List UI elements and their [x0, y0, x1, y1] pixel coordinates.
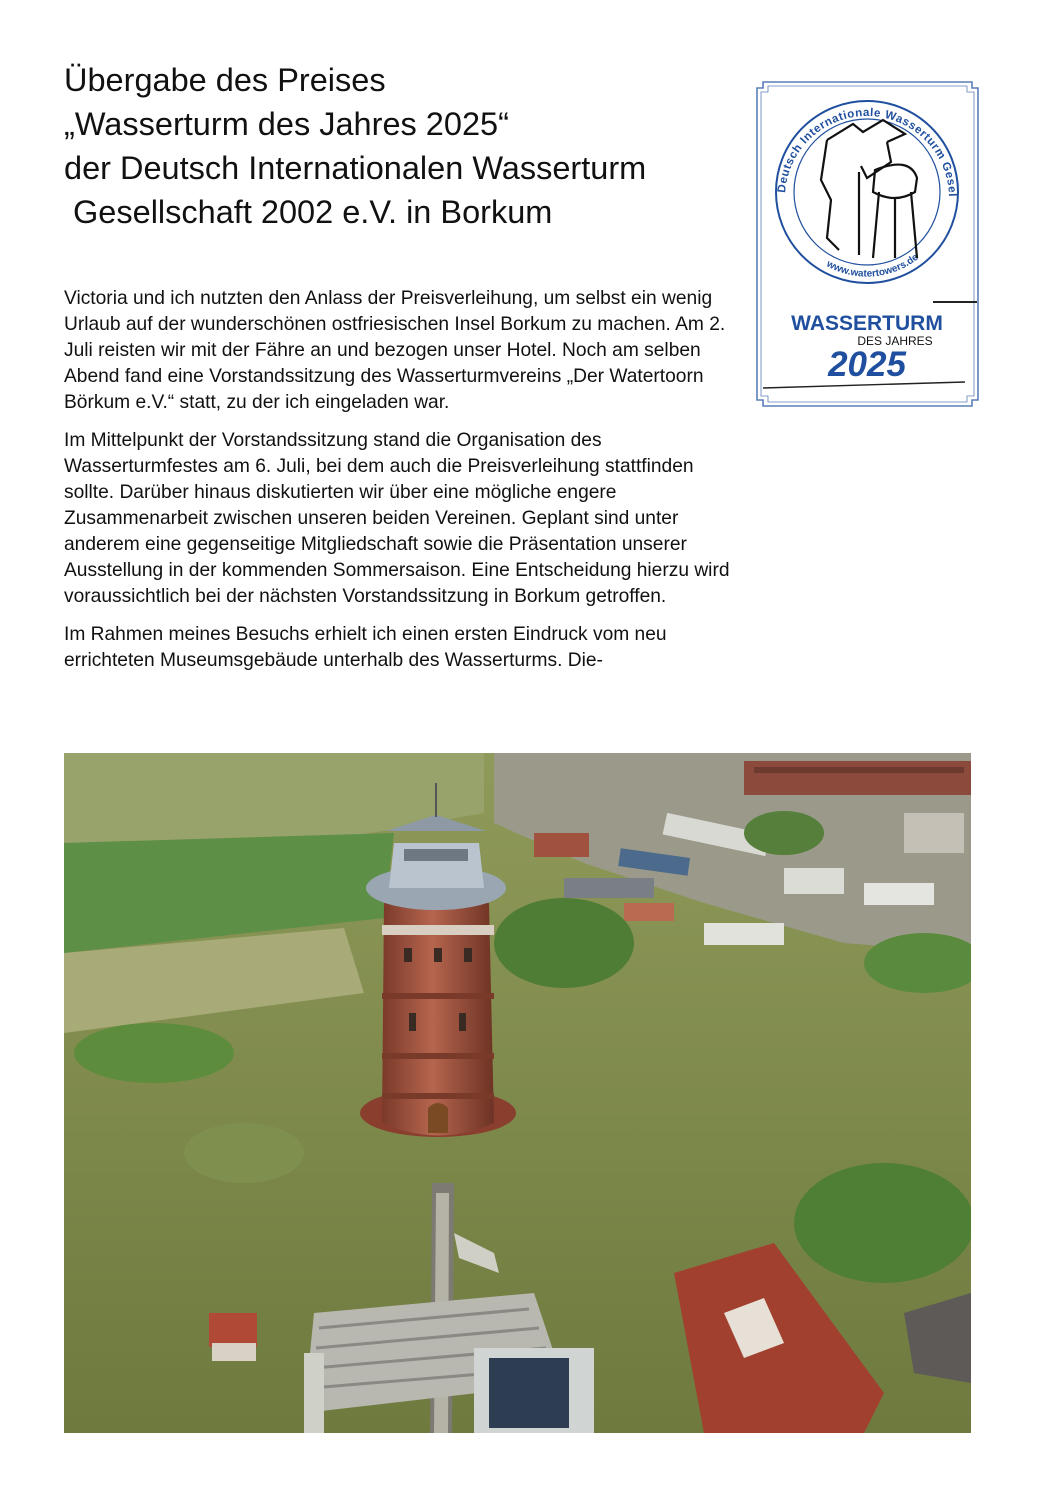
award-badge	[755, 80, 980, 408]
badge-line-2: DES JAHRES	[857, 334, 933, 348]
page-title	[64, 58, 744, 234]
aerial-photo	[64, 753, 971, 1433]
award-badge-graphic	[755, 80, 980, 408]
title-line-4: Gesellschaft 2002 e.V. in Borkum	[64, 194, 553, 230]
aerial-water-tower-image	[64, 753, 971, 1433]
seal-emblem	[755, 80, 958, 283]
svg-text:Deutsch Internationale Wassert	[755, 80, 958, 197]
article-body	[64, 286, 736, 686]
title-line-3: der Deutsch Internationalen Wasserturm	[64, 150, 647, 186]
title-line-2: „Wasserturm des Jahres 2025“	[64, 106, 509, 142]
tower-outline-icon	[821, 120, 917, 258]
title-line-1: Übergabe des Preises	[64, 62, 386, 98]
seal-text: Deutsch Internationale Wasserturm Gesel	[776, 106, 959, 198]
badge-year: 2025	[828, 345, 906, 384]
paragraph-3: Im Rahmen meines Besuchs erhielt ich einen ersten Eindruck vom neu errichteten Museumsgebäude unterhalb des Wasserturms. Die-	[64, 624, 667, 671]
paragraph-2: Im Mittelpunkt der Vorstandssitzung stand die Organisation des Wasserturmfestes am 6. Juli, bei dem auch die Preisverleihung stattfinden sollte. Darüber hinaus diskutierten wir über eine mögliche engere Zusammenarbeit zwischen unseren beiden Vereinen. Geplant sind unter anderem eine gegenseitige Mitgliedschaft sowie die Präsentation unserer Ausstellung in der kommenden Sommersaison. Eine Entscheidung hierzu wird voraussichtlich bei der nächsten Vorstandssitzung in Borkum getroffen.	[64, 430, 730, 607]
seal-url: www.watertowers.de	[824, 251, 921, 280]
badge-line-1: WASSERTURM	[791, 312, 943, 335]
paragraph-1: Victoria und ich nutzten den Anlass der Preisverleihung, um selbst ein wenig Urlaub auf der wunderschönen ostfriesischen Insel Borkum zu machen. Am 2. Juli reisten wir mit der Fähre an und bezogen unser Hotel. Noch am selben Abend fand eine Vorstandssitzung des Wasserturmvereins „Der Watertoorn Börkum e.V.“ statt, zu der ich eingeladen war.	[64, 288, 726, 413]
